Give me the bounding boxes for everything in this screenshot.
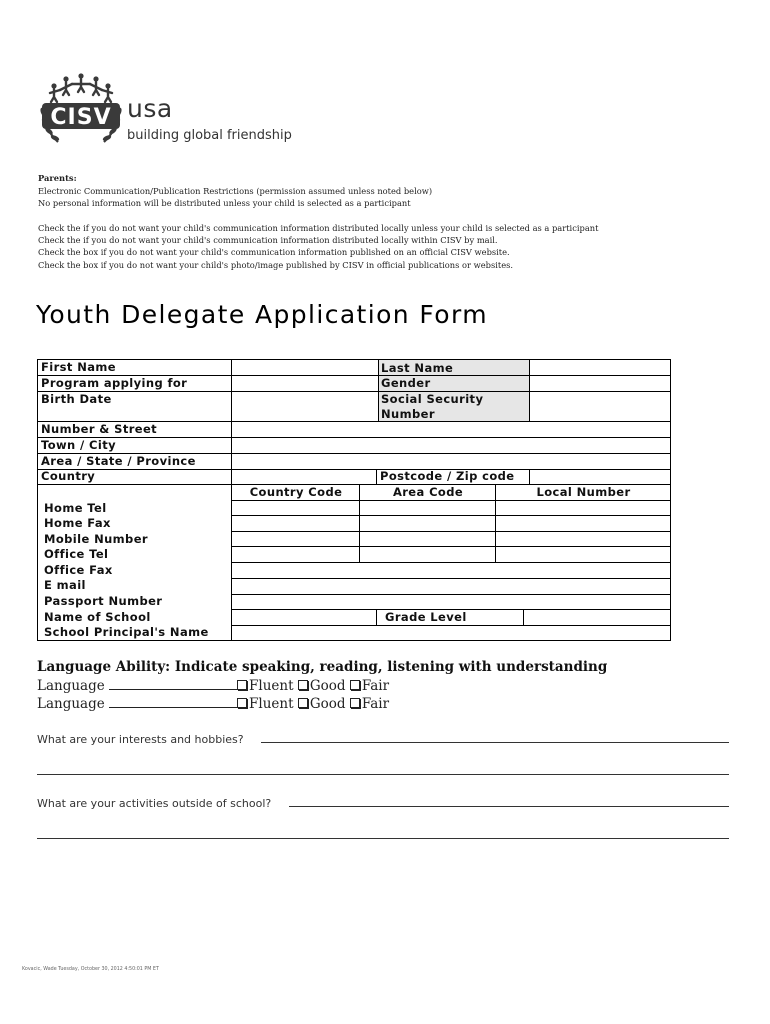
last-name-field[interactable] (530, 360, 671, 375)
principal-field[interactable] (232, 626, 671, 641)
label-birth-date: Birth Date (41, 392, 112, 406)
label-ssn-number: Number (381, 407, 435, 421)
birth-date-field[interactable] (232, 392, 378, 421)
col-area-code: Area Code (392, 485, 464, 499)
label-office-tel: Office Tel (44, 547, 109, 561)
ssn-field[interactable] (530, 392, 671, 421)
logo-tagline: building global friendship (127, 128, 292, 143)
interests-question: What are your interests and hobbies? (37, 733, 244, 746)
gender-field[interactable] (530, 376, 671, 391)
mobile-field[interactable] (232, 532, 671, 546)
label-ssn: Social Security (381, 392, 484, 406)
activities-answer-line[interactable] (289, 806, 729, 807)
parents-line: Check the if you do not want your child's communication information distributed locally unless your child is selected as a participant (38, 223, 599, 233)
language-input-2[interactable] (109, 696, 237, 708)
fluent-checkbox[interactable] (237, 680, 247, 690)
fair-label: Fair (361, 696, 390, 712)
label-town: Town / City (41, 438, 117, 452)
good-checkbox[interactable] (298, 680, 308, 690)
good-label: Good (309, 678, 346, 694)
fair-label: Fair (361, 678, 390, 694)
first-name-field[interactable] (232, 360, 378, 375)
page-title: Youth Delegate Application Form (36, 300, 488, 329)
language-label: Language (37, 696, 105, 712)
parents-line: Check the box if you do not want your child's communication information published on an official CISV website. (38, 247, 510, 257)
street-field[interactable] (232, 422, 671, 437)
label-home-fax: Home Fax (44, 516, 111, 530)
label-home-tel: Home Tel (44, 501, 107, 515)
label-gender: Gender (381, 376, 431, 390)
fair-checkbox[interactable] (350, 680, 360, 690)
parents-line: Electronic Communication/Publication Restrictions (permission assumed unless noted below) (38, 186, 433, 196)
language-row-1 (37, 678, 389, 694)
area-field[interactable] (232, 454, 671, 469)
parents-line: Check the if you do not want your child's communication information distributed locally within CISV by mail. (38, 235, 498, 245)
home-fax-field[interactable] (232, 516, 671, 531)
good-checkbox[interactable] (298, 698, 308, 708)
parents-line: Check the box if you do not want your child's photo/image published by CISV in official publications or websites. (38, 260, 514, 270)
cisv-wordmark: CISV (50, 105, 112, 130)
col-country-code: Country Code (249, 485, 343, 499)
label-postcode: Postcode / Zip code (380, 469, 515, 483)
school-field[interactable] (232, 610, 376, 625)
logo-country: usa (127, 94, 173, 123)
interests-answer-line[interactable] (261, 742, 729, 743)
email-field[interactable] (232, 579, 671, 594)
postcode-field[interactable] (530, 470, 671, 484)
activities-question: What are your activities outside of school? (37, 797, 272, 810)
label-principal: School Principal's Name (44, 625, 209, 639)
home-tel-field[interactable] (232, 501, 671, 515)
interests-answer-line[interactable] (37, 774, 729, 775)
label-street: Number & Street (41, 422, 158, 436)
fluent-label: Fluent (249, 696, 294, 712)
footer-stamp: Kovacic, Wade Tuesday, October 30, 2012 4:50:01 PM ET (22, 967, 159, 972)
label-passport: Passport Number (44, 594, 163, 608)
label-country: Country (41, 469, 96, 483)
label-school: Name of School (44, 610, 151, 624)
activities-answer-line[interactable] (37, 838, 729, 839)
label-office-fax: Office Fax (44, 563, 113, 577)
parents-line: No personal information will be distributed unless your child is selected as a participant (38, 198, 411, 208)
fluent-label: Fluent (249, 678, 294, 694)
passport-field[interactable] (232, 595, 671, 609)
town-field[interactable] (232, 438, 671, 453)
label-program: Program applying for (41, 376, 188, 390)
label-email: E mail (44, 578, 86, 592)
fair-checkbox[interactable] (350, 698, 360, 708)
fluent-checkbox[interactable] (237, 698, 247, 708)
grade-level-field[interactable] (524, 610, 671, 625)
col-local-number: Local Number (536, 485, 631, 499)
label-first-name: First Name (41, 360, 116, 374)
label-grade-level: Grade Level (385, 610, 467, 624)
country-field[interactable] (232, 470, 376, 484)
label-mobile: Mobile Number (44, 532, 148, 546)
office-fax-field[interactable] (232, 563, 671, 578)
language-heading: Language Ability: Indicate speaking, reading, listening with understanding (37, 659, 608, 675)
label-area: Area / State / Province (41, 454, 196, 468)
good-label: Good (309, 696, 346, 712)
program-field[interactable] (232, 376, 378, 391)
language-label: Language (37, 678, 105, 694)
language-row-2 (37, 696, 389, 712)
language-input-1[interactable] (109, 678, 237, 690)
parents-heading: Parents: (38, 173, 77, 183)
label-last-name: Last Name (381, 361, 454, 375)
office-tel-field[interactable] (232, 547, 671, 562)
